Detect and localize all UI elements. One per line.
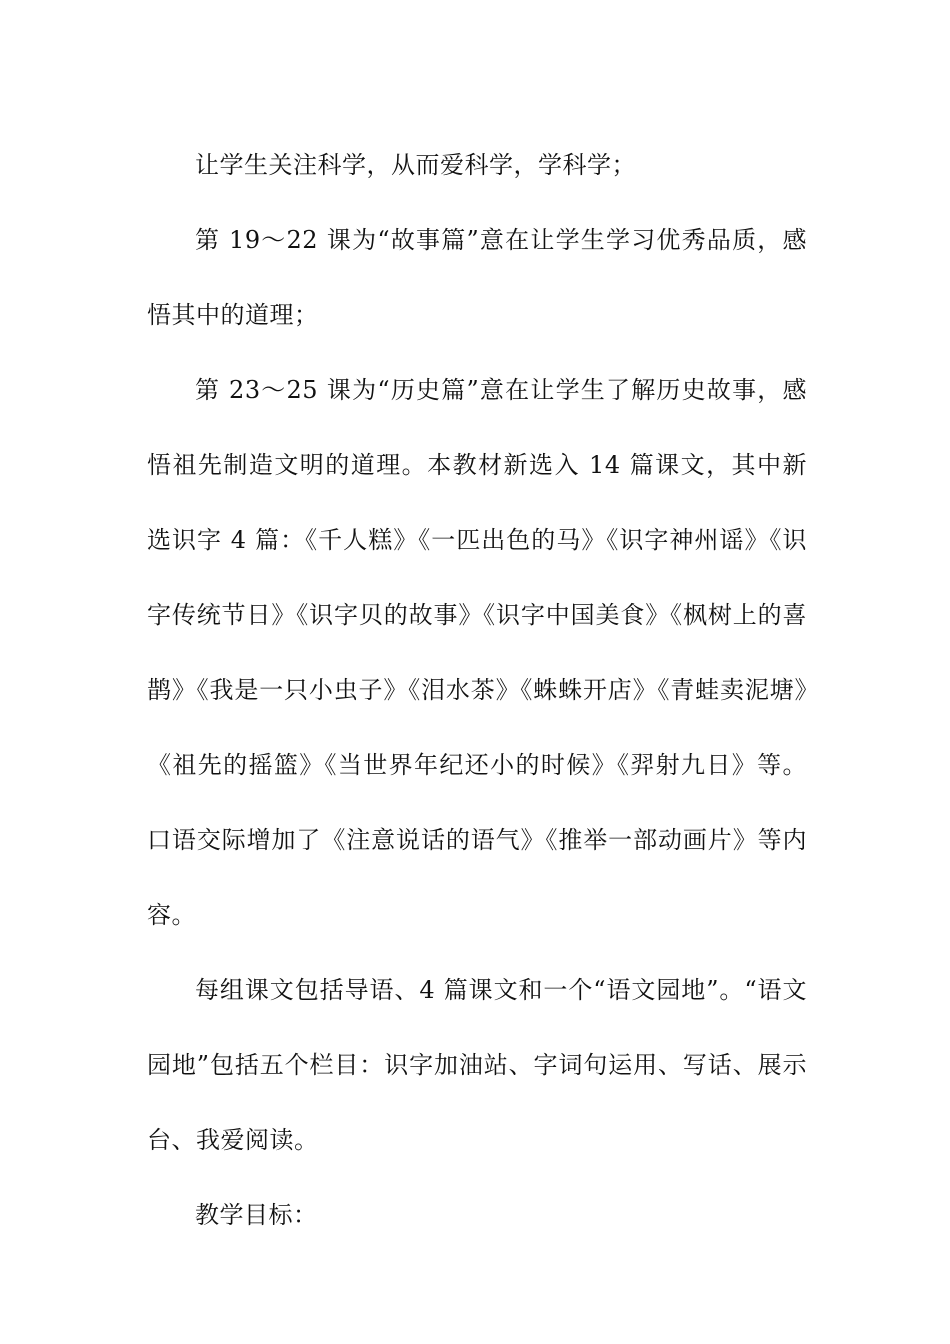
paragraph-lesson-structure: 每组课文包括导语、4 篇课文和一个“语文园地”。“语文园地”包括五个栏目：识字加油站、字词句运用、写话、展示台、我爱阅读。: [147, 976, 807, 1154]
document-body: [147, 128, 807, 1253]
paragraph-science: 让学生关注科学，从而爱科学，学科学；: [195, 151, 636, 179]
paragraph-teaching-goals-heading: 教学目标：: [195, 1201, 318, 1229]
paragraph-story-lessons: 第 19～22 课为“故事篇”意在让学生学习优秀品质，感悟其中的道理；: [147, 226, 807, 329]
paragraph-history-lessons: 第 23～25 课为“历史篇”意在让学生了解历史故事，感悟祖先制造文明的道理。本教材新选入 14 篇课文，其中新选识字 4 篇：《千人糕》《一匹出色的马》《识字神州谣》《识字传统节日》《识字贝的故事》《识字中国美食》《枫树上的喜鹊》《我是一只小虫子》《泪水茶》《蛛蛛开店》《青蛙卖泥塘》《祖先的摇篮》《当世界年纪还小的时候》《羿射九日》等。口语交际增加了《注意说话的语气》《推举一部动画片》等内容。: [147, 376, 807, 929]
